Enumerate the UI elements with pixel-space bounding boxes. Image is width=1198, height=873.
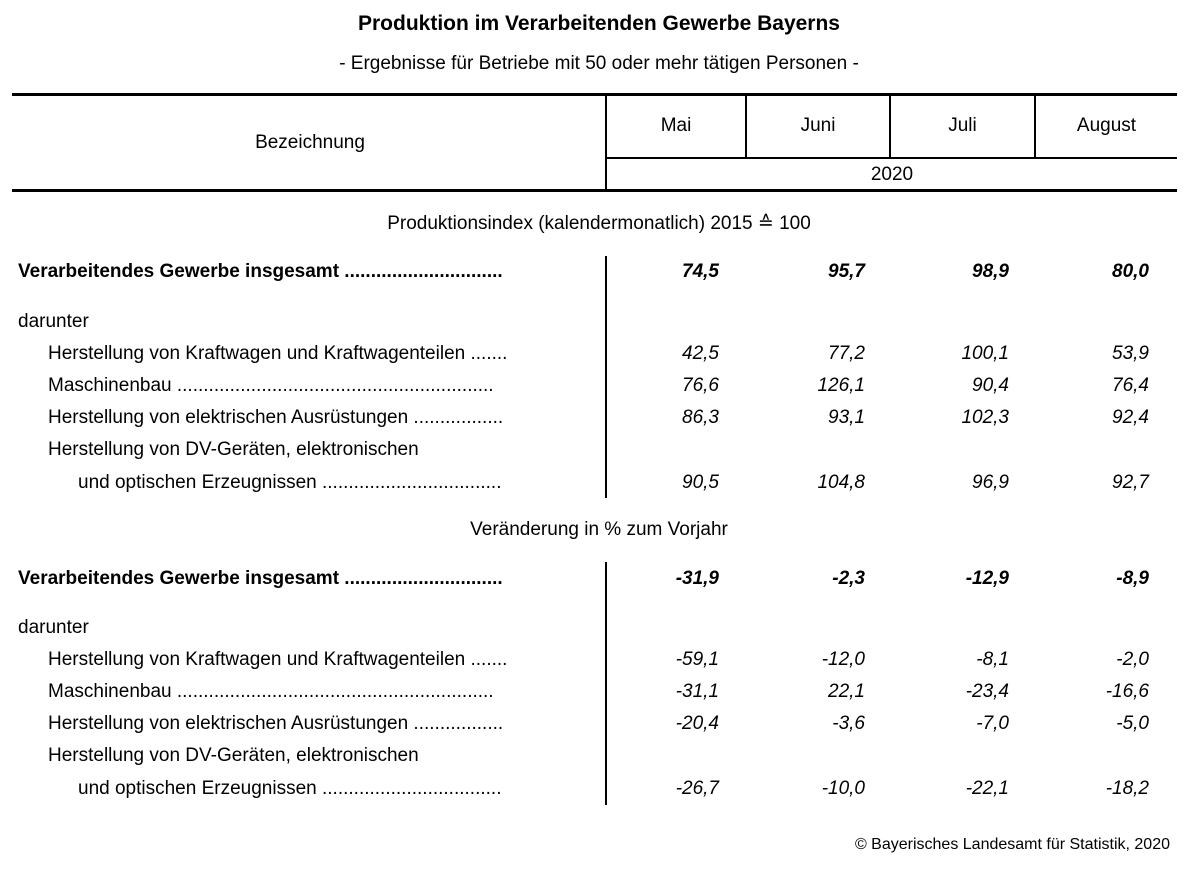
header-top-rule	[12, 93, 1177, 96]
cell-value: -59,1	[675, 649, 719, 670]
cell-value: 90,5	[682, 472, 719, 493]
cell-value: 76,4	[1112, 375, 1149, 396]
cell-value: 80,0	[1112, 261, 1149, 282]
cell-value: -2,0	[1116, 649, 1149, 670]
cell-value: -5,0	[1116, 713, 1149, 734]
cell-value: -8,9	[1116, 568, 1149, 589]
cell-value: 74,5	[682, 261, 719, 282]
darunter-label: darunter	[18, 311, 89, 332]
row-label: Herstellung von Kraftwagen und Kraftwagenteilen .......	[48, 649, 508, 670]
cell-value: 104,8	[817, 472, 865, 493]
row-label: Herstellung von DV-Geräten, elektronischen	[48, 439, 419, 460]
table-subtitle: - Ergebnisse für Betriebe mit 50 oder mehr tätigen Personen -	[339, 53, 859, 74]
cell-value: -22,1	[965, 778, 1009, 799]
cell-value: 126,1	[817, 375, 865, 396]
header-bezeichnung: Bezeichnung	[255, 132, 365, 153]
cell-value: -12,0	[821, 649, 865, 670]
section-heading-change: Veränderung in % zum Vorjahr	[470, 519, 728, 540]
cell-value: 76,6	[682, 375, 719, 396]
cell-value: 90,4	[972, 375, 1009, 396]
header-year: 2020	[870, 164, 914, 185]
cell-value: -16,6	[1105, 681, 1149, 702]
cell-value: 100,1	[961, 343, 1009, 364]
cell-value: 86,3	[682, 407, 719, 428]
cell-value: 77,2	[828, 343, 865, 364]
row-label: Herstellung von DV-Geräten, elektronischen	[48, 745, 419, 766]
row-label: Herstellung von elektrischen Ausrüstungen .................	[48, 713, 504, 734]
copyright-footer: © Bayerisches Landesamt für Statistik, 2020	[854, 836, 1170, 853]
section-heading-index: Produktionsindex (kalendermonatlich) 2015 ≙ 100	[387, 213, 811, 234]
darunter-label: darunter	[18, 617, 89, 638]
cell-value: -31,9	[675, 568, 719, 589]
table-title: Produktion im Verarbeitenden Gewerbe Bayerns	[358, 12, 840, 35]
cell-value: -23,4	[965, 681, 1009, 702]
cell-value: 102,3	[961, 407, 1009, 428]
cell-value: -2,3	[832, 568, 865, 589]
row-label: Herstellung von Kraftwagen und Kraftwagenteilen .......	[48, 343, 508, 364]
cell-value: -10,0	[821, 778, 865, 799]
row-label-continued: und optischen Erzeugnissen ..................................	[78, 778, 502, 799]
cell-value: -8,1	[976, 649, 1009, 670]
cell-value: 98,9	[972, 261, 1009, 282]
cell-value: -26,7	[675, 778, 719, 799]
row-total-label: Verarbeitendes Gewerbe insgesamt ..............................	[18, 568, 503, 589]
month-year-divider	[606, 157, 1177, 159]
cell-value: 92,7	[1112, 472, 1149, 493]
cell-value: -18,2	[1105, 778, 1149, 799]
row-total-label: Verarbeitendes Gewerbe insgesamt ..............................	[18, 261, 503, 282]
header-month-juli: Juli	[948, 115, 977, 136]
cell-value: -12,9	[965, 568, 1009, 589]
cell-value: 93,1	[828, 407, 865, 428]
cell-value: -20,4	[675, 713, 719, 734]
row-label: Herstellung von elektrischen Ausrüstungen .................	[48, 407, 504, 428]
cell-value: 96,9	[972, 472, 1009, 493]
cell-value: -7,0	[976, 713, 1009, 734]
cell-value: -3,6	[832, 713, 865, 734]
header-month-august: August	[1076, 115, 1137, 136]
row-label: Maschinenbau ............................................................	[48, 375, 494, 396]
cell-value: 42,5	[682, 343, 719, 364]
cell-value: -31,1	[675, 681, 719, 702]
header-bottom-rule	[12, 189, 1177, 192]
cell-value: 22,1	[828, 681, 865, 702]
row-label: Maschinenbau ............................................................	[48, 681, 494, 702]
header-month-juni: Juni	[800, 115, 836, 136]
cell-value: 92,4	[1112, 407, 1149, 428]
row-label-continued: und optischen Erzeugnissen ..................................	[78, 472, 502, 493]
cell-value: 95,7	[828, 261, 865, 282]
header-month-mai: Mai	[660, 115, 692, 136]
cell-value: 53,9	[1112, 343, 1149, 364]
